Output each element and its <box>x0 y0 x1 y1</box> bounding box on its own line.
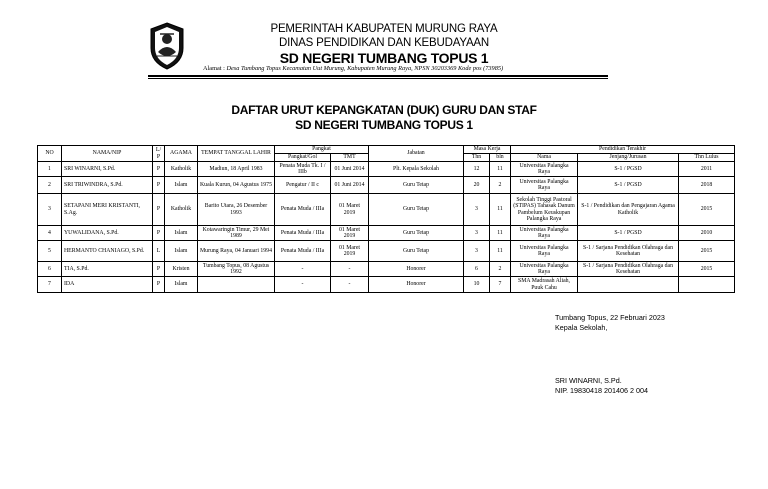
cell-pangkat: Penata Muda / IIIa <box>275 226 331 241</box>
signature-nip: NIP. 19830418 201406 2 004 <box>555 386 648 395</box>
cell-lulus: 2015 <box>679 194 735 226</box>
header-masa-kerja: Masa Kerja <box>464 146 511 154</box>
school-address <box>203 65 503 72</box>
cell-jabatan: Guru Tetap <box>369 177 464 194</box>
cell-ttl: Kuala Kurun, 04 Agustus 1975 <box>198 177 275 194</box>
header-jabatan: Jabatan <box>369 146 464 162</box>
cell-bln: 2 <box>490 177 511 194</box>
cell-pangkat: Penata Muda Tk. I / IIIb <box>275 162 331 177</box>
cell-lp: L <box>153 241 165 262</box>
cell-nama: SRI TRIWINDRA, S.Pd. <box>62 177 153 194</box>
school-name: SD NEGERI TUMBANG TOPUS 1 <box>279 50 489 66</box>
cell-lp: P <box>153 177 165 194</box>
cell-pnama: Universitas Palangka Raya <box>511 262 578 277</box>
cell-pangkat: - <box>275 277 331 293</box>
cell-agama: Katholik <box>165 194 198 226</box>
cell-ttl: Kotawaringin Timur, 29 Mei 1989 <box>198 226 275 241</box>
header-agama: AGAMA <box>165 146 198 162</box>
header-pendidikan: Pendidikan Terakhir <box>511 146 735 154</box>
cell-jabatan: Honorer <box>369 277 464 293</box>
cell-pnama: Universitas Palangka Raya <box>511 177 578 194</box>
cell-ttl: Murung Raya, 04 Januari 1994 <box>198 241 275 262</box>
cell-no: 2 <box>38 177 62 194</box>
cell-ttl: Barito Utara, 26 Desember 1993 <box>198 194 275 226</box>
cell-tmt: 01 Juni 2014 <box>331 177 369 194</box>
cell-agama: Katholik <box>165 162 198 177</box>
cell-lulus: 2015 <box>679 262 735 277</box>
cell-agama: Islam <box>165 226 198 241</box>
header-pangkat: Pangkat <box>275 146 369 154</box>
cell-nama: SETAPANI MERI KRISTANTI, S.Ag. <box>62 194 153 226</box>
cell-agama: Islam <box>165 241 198 262</box>
cell-jurusan: S-1 / Sarjana Pendidikan Olahraga dan Kesehatan <box>578 262 679 277</box>
cell-pangkat: Pengatur / II c <box>275 177 331 194</box>
header-pangkat-gol: Pangkat/Gol <box>275 154 331 162</box>
cell-lulus: 2018 <box>679 177 735 194</box>
cell-no: 3 <box>38 194 62 226</box>
cell-agama: Islam <box>165 177 198 194</box>
signature-name: SRI WINARNI, S.Pd. <box>555 376 622 385</box>
cell-jurusan: S-1 / PGSD <box>578 226 679 241</box>
cell-jurusan: S-1 / PGSD <box>578 162 679 177</box>
header-thn: Thn <box>464 154 490 162</box>
header-divider <box>148 75 608 77</box>
cell-pnama: Universitas Palangka Raya <box>511 162 578 177</box>
signature-place-date: Tumbang Topus, 22 Februari 2023 <box>555 313 665 322</box>
table-row <box>38 277 735 293</box>
cell-jabatan: Plt. Kepala Sekolah <box>369 162 464 177</box>
cell-nama: SRI WINARNI, S.Pd. <box>62 162 153 177</box>
cell-nama: IDA <box>62 277 153 293</box>
cell-bln: 11 <box>490 162 511 177</box>
cell-thn: 6 <box>464 262 490 277</box>
cell-pangkat: Penata Muda / IIIa <box>275 241 331 262</box>
cell-pnama: Universitas Palangka Raya <box>511 226 578 241</box>
cell-bln: 11 <box>490 241 511 262</box>
cell-ttl: Madiun, 18 April 1983 <box>198 162 275 177</box>
table-row <box>38 194 735 226</box>
header-tmt: TMT <box>331 154 369 162</box>
cell-bln: 2 <box>490 262 511 277</box>
cell-tmt: 01 Maret 2019 <box>331 241 369 262</box>
cell-pnama: Universitas Palangka Raya <box>511 241 578 262</box>
cell-thn: 3 <box>464 194 490 226</box>
duk-table <box>37 145 735 293</box>
cell-tmt: 01 Juni 2014 <box>331 162 369 177</box>
cell-no: 7 <box>38 277 62 293</box>
cell-tmt: 01 Maret 2019 <box>331 194 369 226</box>
header-pendidikan-nama: Nama <box>511 154 578 162</box>
cell-no: 6 <box>38 262 62 277</box>
cell-lp: P <box>153 226 165 241</box>
cell-pangkat: - <box>275 262 331 277</box>
header-nama-nip: NAMA/NIP <box>62 146 153 162</box>
cell-pangkat: Penata Muda / IIIa <box>275 194 331 226</box>
cell-lp: P <box>153 162 165 177</box>
cell-jurusan: S-1 / Sarjana Pendidikan Olahraga dan Kesehatan <box>578 241 679 262</box>
signature-role: Kepala Sekolah, <box>555 323 608 332</box>
cell-agama: Islam <box>165 277 198 293</box>
cell-pnama: SMA Madrasah Aliah, Puuk Cahu <box>511 277 578 293</box>
cell-bln: 11 <box>490 194 511 226</box>
cell-lp: P <box>153 262 165 277</box>
government-name: PEMERINTAH KABUPATEN MURUNG RAYA <box>270 23 498 35</box>
cell-lp: P <box>153 277 165 293</box>
document-title: DAFTAR URUT KEPANGKATAN (DUK) GURU DAN STAF <box>231 103 537 117</box>
cell-thn: 10 <box>464 277 490 293</box>
cell-jurusan <box>578 277 679 293</box>
cell-lulus <box>679 277 735 293</box>
cell-nama: HERMANTO CHANIAGO, S.Pd. <box>62 241 153 262</box>
cell-lulus: 2010 <box>679 226 735 241</box>
cell-lulus: 2011 <box>679 162 735 177</box>
address-label: Alamat : <box>203 65 225 72</box>
cell-nama: YUWALIDANA, S.Pd. <box>62 226 153 241</box>
cell-thn: 3 <box>464 226 490 241</box>
document-subtitle: SD NEGERI TUMBANG TOPUS 1 <box>295 118 473 132</box>
header-lp: L/ P <box>153 146 165 162</box>
cell-bln: 11 <box>490 226 511 241</box>
table-row <box>38 226 735 241</box>
cell-nama: TIA, S.Pd. <box>62 262 153 277</box>
cell-no: 5 <box>38 241 62 262</box>
table-row <box>38 241 735 262</box>
header-jenjang-jurusan: Jenjang/Jurusan <box>578 154 679 162</box>
cell-no: 1 <box>38 162 62 177</box>
table-row <box>38 177 735 194</box>
header-thn-lulus: Thn Lulus <box>679 154 735 162</box>
cell-jurusan: S-1 / Pendidikan dan Pengajaran Agama Katholik <box>578 194 679 226</box>
cell-jabatan: Honorer <box>369 262 464 277</box>
cell-thn: 12 <box>464 162 490 177</box>
cell-jabatan: Guru Tetap <box>369 241 464 262</box>
cell-lp: P <box>153 194 165 226</box>
cell-tmt: - <box>331 277 369 293</box>
header-divider-thin <box>148 78 608 79</box>
header-no: NO <box>38 146 62 162</box>
cell-jabatan: Guru Tetap <box>369 194 464 226</box>
department-name: DINAS PENDIDIKAN DAN KEBUDAYAAN <box>278 37 489 49</box>
cell-thn: 20 <box>464 177 490 194</box>
cell-pnama: Sekolah Tinggi Pastoral (STIPAS) Tahasak Danum Pambelum Keuskupan Palangka Raya <box>511 194 578 226</box>
address-text: Desa Tumbang Topus Kecamatan Uut Murung, Kabupaten Murung Raya, NPSN 30203369 Kode pos (73985) <box>226 65 504 72</box>
table-row <box>38 262 735 277</box>
cell-ttl <box>198 277 275 293</box>
cell-lulus: 2015 <box>679 241 735 262</box>
header-bln: bln <box>490 154 511 162</box>
cell-jabatan: Guru Tetap <box>369 226 464 241</box>
cell-no: 4 <box>38 226 62 241</box>
cell-agama: Kristen <box>165 262 198 277</box>
cell-tmt: 01 Maret 2019 <box>331 226 369 241</box>
header-ttl: TEMPAT TANGGAL LAHIR <box>198 146 275 162</box>
table-row <box>38 162 735 177</box>
cell-tmt: - <box>331 262 369 277</box>
cell-bln: 7 <box>490 277 511 293</box>
cell-thn: 3 <box>464 241 490 262</box>
cell-jurusan: S-1 / PGSD <box>578 177 679 194</box>
cell-ttl: Tumbang Topus, 08 Agustus 1992 <box>198 262 275 277</box>
